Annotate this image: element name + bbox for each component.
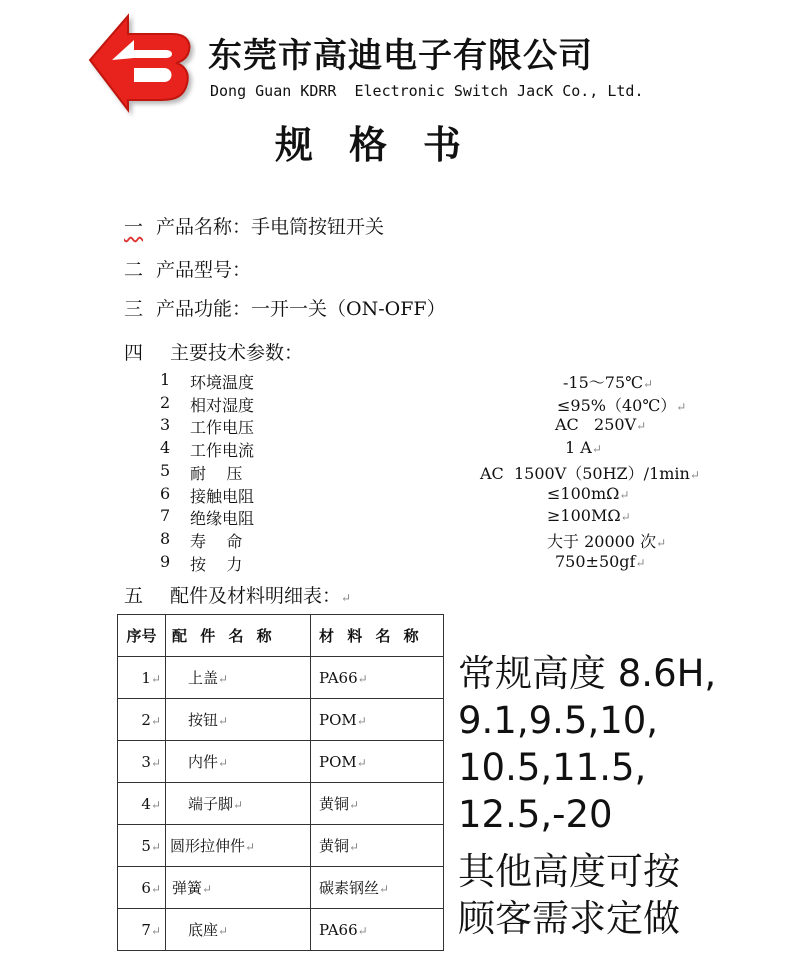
- param-row: [0, 484, 805, 506]
- section-product-function: [124, 294, 446, 321]
- column-header-no: 序号: [118, 615, 166, 657]
- table-header-row: [118, 615, 444, 657]
- table-row: [118, 741, 444, 783]
- parts-materials-table: [117, 614, 444, 951]
- section-number: 一: [124, 216, 144, 238]
- param-value: -15～75℃↵: [563, 373, 654, 392]
- param-label: 工作电压: [190, 418, 255, 437]
- param-row: [0, 438, 805, 460]
- param-row: [0, 415, 805, 437]
- cell-material: PA66↵: [311, 657, 444, 699]
- cell-no: 4↵: [118, 783, 166, 825]
- table-row: [118, 699, 444, 741]
- cell-material: 黄铜↵: [311, 783, 444, 825]
- cell-no: 2↵: [118, 699, 166, 741]
- table-row: [118, 867, 444, 909]
- section-parts-list: 五 配件及材料明细表：↵: [124, 581, 351, 608]
- cell-part: 底座↵: [166, 909, 311, 951]
- section-tech-params: [124, 338, 303, 365]
- section-text: 产品名称：手电筒按钮开关: [156, 216, 385, 238]
- kdrr-logo-icon: [84, 4, 196, 122]
- param-number: 8: [160, 529, 171, 548]
- company-name-cn: 东莞市高迪电子有限公司: [208, 36, 593, 76]
- param-label: 工作电流: [190, 441, 255, 460]
- table-row: [118, 825, 444, 867]
- param-value: ≤95%（40℃）↵: [557, 396, 687, 415]
- note-line: 10.5,11.5,: [458, 746, 647, 789]
- cell-part: 内件↵: [166, 741, 311, 783]
- param-number: 7: [160, 506, 171, 525]
- column-header-material: 材 料 名 称: [311, 615, 444, 657]
- param-label: 寿 命: [190, 532, 243, 551]
- cell-no: 3↵: [118, 741, 166, 783]
- table-row: [118, 657, 444, 699]
- param-row: [0, 393, 805, 415]
- section-number: 二: [124, 259, 144, 281]
- param-number: 1: [160, 370, 171, 389]
- section-text: 配件及材料明细表：: [170, 585, 342, 607]
- cell-no: 5↵: [118, 825, 166, 867]
- cell-part: 弹簧↵: [166, 867, 311, 909]
- custom-heights-note: [458, 848, 680, 942]
- cell-no: 7↵: [118, 909, 166, 951]
- cell-part: 圆形拉伸件↵: [166, 825, 311, 867]
- param-number: 5: [160, 461, 171, 480]
- param-value: 750±50gf↵: [555, 552, 646, 571]
- section-text: 产品型号：: [156, 259, 252, 281]
- param-label: 环境温度: [190, 373, 255, 392]
- param-value: AC 1500V（50HZ）/1min↵: [480, 464, 700, 483]
- section-number: 五: [124, 585, 144, 607]
- param-row: [0, 552, 805, 574]
- note-line: 顾客需求定做: [458, 897, 680, 940]
- param-label: 耐 压: [190, 464, 243, 483]
- param-row: [0, 529, 805, 551]
- document-title: 规格书: [275, 122, 498, 167]
- cell-part: 上盖↵: [166, 657, 311, 699]
- param-number: 3: [160, 415, 171, 434]
- column-header-part: 配 件 名 称: [166, 615, 311, 657]
- param-value: 1 A↵: [565, 438, 602, 457]
- section-number: 四: [124, 342, 144, 364]
- section-text: 主要技术参数：: [170, 342, 304, 364]
- param-row: [0, 461, 805, 483]
- cell-material: PA66↵: [311, 909, 444, 951]
- param-row: [0, 506, 805, 528]
- param-number: 4: [160, 438, 171, 457]
- standard-heights-note: [458, 650, 716, 838]
- cell-no: 6↵: [118, 867, 166, 909]
- note-line: 12.5,-20: [458, 793, 613, 836]
- cell-material: 黄铜↵: [311, 825, 444, 867]
- cell-material: POM↵: [311, 741, 444, 783]
- param-label: 接触电阻: [190, 487, 255, 506]
- section-text: 产品功能：一开一关（ON-OFF）: [156, 298, 446, 320]
- cell-material: 碳素钢丝↵: [311, 867, 444, 909]
- note-line: 常规高度 8.6H,: [458, 652, 717, 695]
- cell-no: 1↵: [118, 657, 166, 699]
- param-value: ≤100mΩ↵: [547, 484, 630, 503]
- cell-material: POM↵: [311, 699, 444, 741]
- section-product-model: [124, 255, 251, 282]
- table-row: [118, 783, 444, 825]
- param-label: 相对湿度: [190, 396, 255, 415]
- cell-part: 按钮↵: [166, 699, 311, 741]
- param-label: 绝缘电阻: [190, 509, 255, 528]
- param-label: 按 力: [190, 555, 243, 574]
- note-line: 其他高度可按: [458, 850, 680, 893]
- param-number: 2: [160, 393, 171, 412]
- param-row: [0, 370, 805, 392]
- section-number: 三: [124, 298, 144, 320]
- note-line: 9.1,9.5,10,: [458, 699, 659, 742]
- param-value: AC 250V↵: [555, 415, 647, 434]
- cell-part: 端子脚↵: [166, 783, 311, 825]
- param-number: 6: [160, 484, 171, 503]
- param-value: ≥100MΩ↵: [547, 506, 631, 525]
- table-row: [118, 909, 444, 951]
- param-number: 9: [160, 552, 171, 571]
- section-product-name: [124, 212, 384, 239]
- company-name-en: Dong Guan KDRR Electronic Switch JacK Co., Ltd.: [210, 82, 644, 100]
- param-value: 大于 20000 次↵: [547, 532, 667, 551]
